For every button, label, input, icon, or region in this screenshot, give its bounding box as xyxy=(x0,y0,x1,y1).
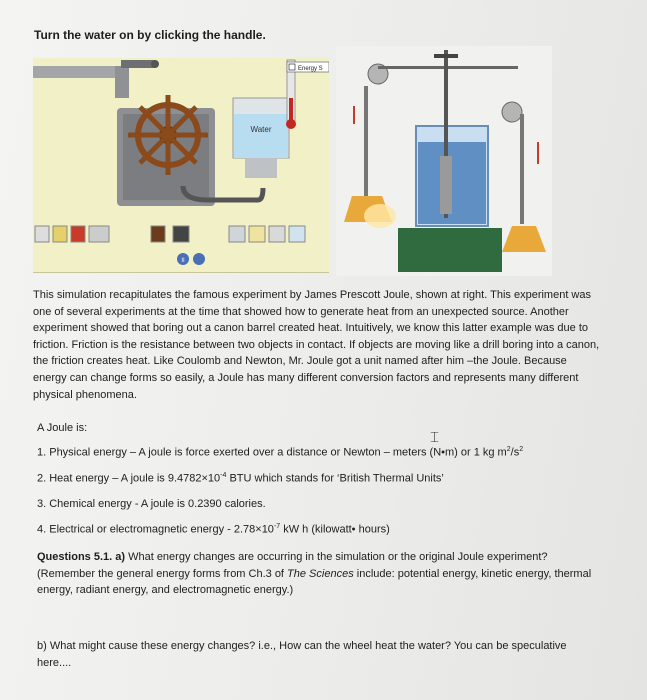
svg-text:II: II xyxy=(181,258,185,264)
instruction-text: Turn the water on by clicking the handle. xyxy=(34,28,266,42)
step-button[interactable] xyxy=(193,253,205,265)
water-pipe xyxy=(33,66,127,78)
joule-apparatus-image xyxy=(336,46,552,276)
source-icons[interactable] xyxy=(35,226,109,242)
text-cursor-icon: ⌶ xyxy=(430,428,440,446)
list-item-chemical: 3. Chemical energy - A joule is 0.2390 calories. xyxy=(37,498,266,510)
list-item-electrical: 4. Electrical or electromagnetic energy - $2.78\times 10^{-7}$ kW h (kilowatt• hours) xyxy=(37,523,390,536)
joule-heading: A Joule is: xyxy=(37,422,88,434)
energy-simulation[interactable] xyxy=(33,58,329,273)
question-b[interactable]: b) What might cause these energy changes? i.e., How can the wheel heat the water? You can be speculative here.... xyxy=(37,640,567,669)
question-a: Questions 5.1. a) What energy changes are occurring in the simulation or the original Joule experiment? (Remember the general energy forms from Ch.3 of The Sciences include: potential energy, kinetic energy, thermal energy, radiant energy, and electromagnetic energy.) xyxy=(37,551,592,597)
energy-symbols-checkbox[interactable]: Energy S xyxy=(298,66,323,72)
faucet-handle[interactable] xyxy=(121,60,155,68)
list-item-physical: 1. Physical energy – A joule is force exerted over a distance or Newton – meters (N•m) or 1 kg $m^2/s^2$ xyxy=(37,446,524,459)
list-item-heat: 2. Heat energy – A joule is $9.4782\times 10^{-4}$ BTU which stands for ‘British Thermal Units’ xyxy=(37,472,444,485)
body-paragraph: This simulation recapitulates the famous experiment by James Prescott Joule, shown at right. This experiment was one of several experiments at the time that showed how to generate heat from an unexpected source. Another experiment showed that boring out a canon barrel created heat. Intuitively, we know this latter example was due to friction. Friction is the resistance between two objects in contact. If objects are moving like a drill boring into a canon, the friction creates heat. Like Coulomb and Newton, Mr. Joule got a unit named after him –the Joule. Because energy can change forms so easily, a Joule has many different conversion factors and represents many different physical phenomena. xyxy=(33,289,600,401)
tank-label: Water xyxy=(250,125,272,134)
paddle-wheel-icon xyxy=(128,95,208,175)
